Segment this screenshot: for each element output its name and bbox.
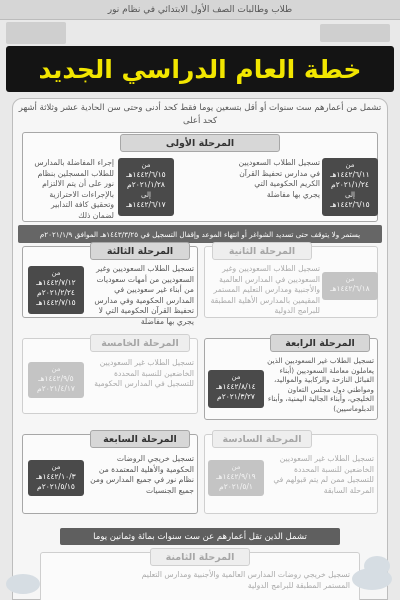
stage-4-description: تسجيل الطلاب غير السعوديين الذين يعاملون معاملة السعوديين (أبناء القبائل النازحة والركابية والمواليد، ومواطني دول مجلس التعاون الخليجي، وأبناء الجالية اليمنية، وأبناء الدبلوماسيين)	[267, 356, 374, 413]
under-six-ribbon: تشمل الذين تقل أعمارهم عن ست سنوات بمائة وثمانين يوما	[60, 528, 340, 545]
stage-7-description: تسجيل خريجي الروضات الحكومية والأهلية المعتمدة من نظام نور في جميع المدارس ومن جميع الجنسيات	[90, 454, 194, 495]
stage-5-date: من ١٤٤٢/٩/٥هـ ٢٠٢١/٤/١٧م	[28, 362, 84, 398]
top-header-text: طلاب وطالبات الصف الأول الابتدائي في نظام نور	[107, 4, 293, 15]
cloud-decoration	[6, 574, 40, 594]
stage-5-description: تسجيل الطلاب غير السعوديين الخاضعين للنسبة المحددة للتسجيل في المدارس الحكومية	[94, 358, 194, 388]
header-decoration-left	[6, 22, 66, 44]
top-header-strip	[0, 0, 400, 20]
stage-2-date: من ١٤٤٢/٦/١٨هـ	[322, 272, 378, 300]
stage-1-description: تسجيل الطلاب السعوديين في مدارس تحفيظ القرآن الكريم الحكومية التي يجري بها مفاضلة	[238, 158, 320, 199]
stage-2-description: تسجيل الطلاب السعوديين وغير السعوديين في المدارس العالمية والأجنبية ومدارس التعليم المستمر المقيمين بالمدارس الأهلية المطبقة للبرامج الدولية	[210, 264, 320, 315]
stage-1-date-b: من ١٤٤٢/٦/١٥هـ ٢٠٢١/١/٢٨م إلى ١٤٤٢/٦/١٧هـ	[118, 158, 174, 216]
stage-6-description: تسجيل الطلاب غير السعوديين الخاضعين للنسبة المحددة للتسجيل ممن لم يتم قبولهم في المرحلة السابقة	[273, 454, 374, 495]
stage-7-date: من ١٤٤٢/١٠/٣هـ ٢٠٢١/٥/١٥م	[28, 460, 84, 496]
stage-8-title: المرحلة الثامنة	[150, 548, 250, 566]
stage-1-title: المرحلة الأولى	[120, 134, 280, 152]
header-decoration-right	[320, 24, 390, 42]
stage-7-title: المرحلة السابعة	[90, 430, 190, 448]
cloud-decoration	[364, 556, 390, 576]
stage-6-date: من ١٤٤٢/٩/١٩هـ ٢٠٢١/٥/١م	[208, 460, 264, 496]
stage-4-title: المرحلة الرابعة	[270, 334, 370, 352]
stage-2-title: المرحلة الثانية	[212, 242, 312, 260]
stage-1-evaluation-description: إجراء المفاضلة بالمدارس للطلاب المسجلين بنظام نور على أن يتم الالتزام بالإجراءات الاحترازية وتحقيق كافة التدابير لضمان ذلك	[34, 158, 114, 220]
stage-6-title: المرحلة السادسة	[212, 430, 312, 448]
title-banner	[6, 46, 394, 92]
stage-5-title: المرحلة الخامسة	[90, 334, 190, 352]
stage-1-date-a: من ١٤٤٢/٦/١١هـ ٢٠٢١/١/٢٤م إلى ١٤٤٢/٦/١٥هـ	[322, 158, 378, 216]
banner-title: خطة العام الدراسي الجديد	[38, 54, 362, 84]
stage-3-date: من ١٤٤٢/٧/١٢هـ ٢٠٢١/٢/٢٤م ١٤٤٢/٧/١٥هـ	[28, 266, 84, 314]
intro-text: تشمل من أعمارهم ست سنوات أو أقل بتسعين يوما فقط كحد أدنى وحتى سن الحادية عشر وثلاثة أشهر كحد أعلى	[18, 103, 382, 126]
stage-8-description: تسجيل خريجي روضات المدارس العالمية والأجنبية ومدارس التعليم المستمر المطبقة للبرامج الدولية	[141, 570, 350, 590]
registration-period-ribbon: يستمر ولا يتوقف حتى تسديد الشواغر أو انتهاء الموعد وإقفال التسجيل في ١٤٤٣/٣/٢٥هـ الموافق ٢٠٢١/١/٩م	[18, 225, 382, 243]
stage-4-date: من ١٤٤٢/٨/١٤هـ ٢٠٢١/٣/٢٧م	[208, 370, 264, 408]
stage-3-description: تسجيل الطلاب السعوديين وغير السعوديين من أمهات سعوديات من أبناء غير سعوديين في المدارس الحكومية وفي مدارس تحفيظ القرآن الحكومية التي لا يجري بها مفاضلة	[94, 264, 194, 326]
stage-3-title: المرحلة الثالثة	[90, 242, 190, 260]
